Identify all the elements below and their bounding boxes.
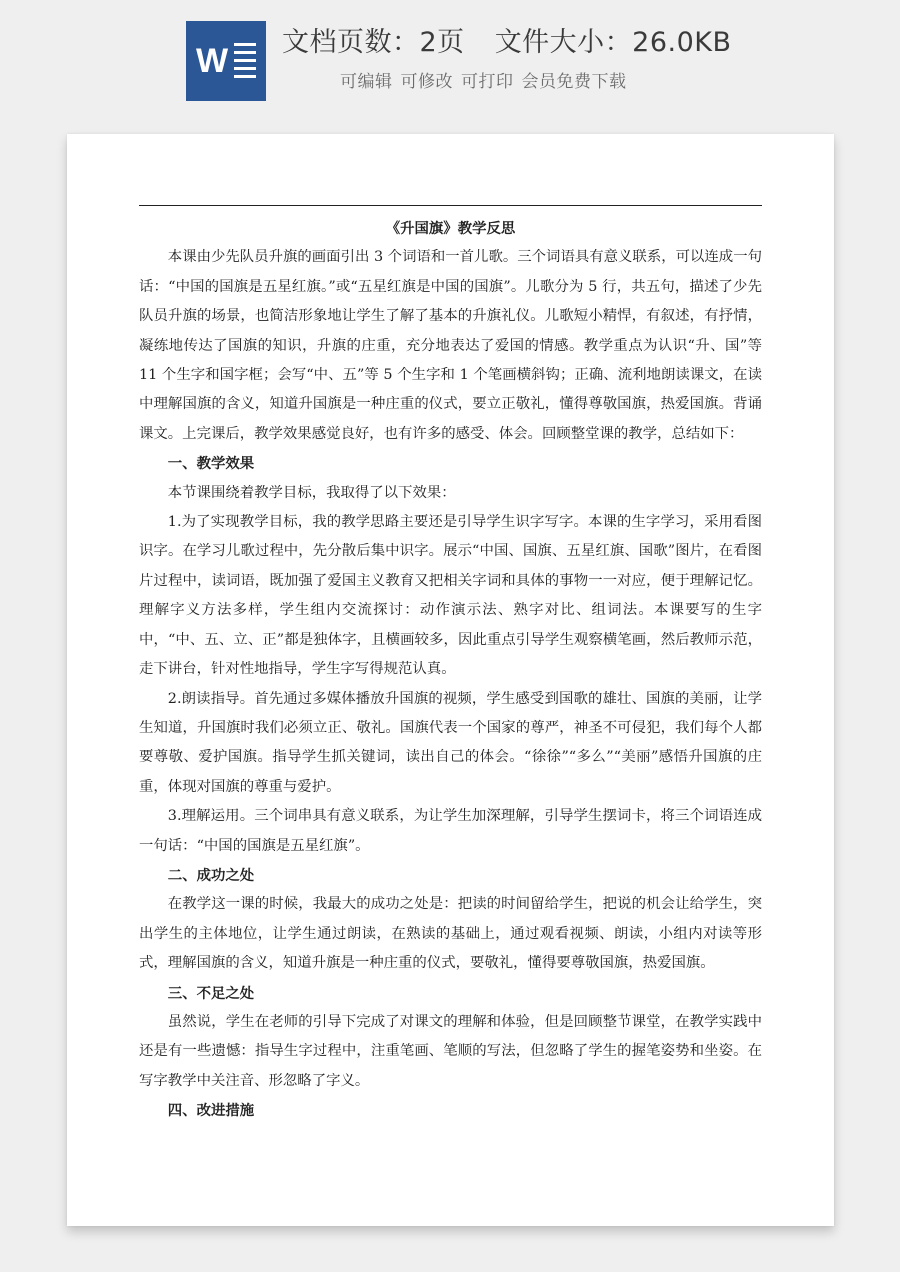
paragraph-success: 在教学这一课的时候，我最大的成功之处是：把读的时间留给学生，把说的机会让给学生，突出学生的主体地位，让学生通过朗读，在熟读的基础上，通过观看视频、朗读，小组内对读等形式，理解国旗的含义，知道升旗是一种庄重的仪式，要敬礼，懂得要尊敬国旗，热爱国旗。: [139, 896, 762, 972]
document-page: [67, 134, 834, 1226]
feature-list: [340, 67, 635, 92]
file-size: 文件大小：26.0KB: [494, 27, 732, 58]
feature-modifiable: 可修改: [400, 72, 453, 92]
section-heading-shortcomings: 三、不足之处: [167, 984, 255, 1002]
section-heading-improvements: 四、改进措施: [167, 1102, 255, 1120]
paragraph-effects-lead: 本节课围绕着教学目标，我取得了以下效果：: [167, 484, 456, 501]
page-count: 文档页数：2页: [282, 27, 465, 58]
feature-member-download: 会员免费下载: [521, 72, 627, 92]
word-icon-letter: W: [196, 42, 229, 80]
paragraph-shortcomings: 虽然说，学生在老师的引导下完成了对课文的理解和体验，但是回顾整节课堂，在教学实践中还是有一些遗憾：指导生字过程中，注重笔画、笔顺的写法，但忽略了学生的握笔姿势和坐姿。在写字教学中关注音、形忽略了字义。: [139, 1013, 762, 1089]
paragraph-intro: 本课由少先队员升旗的画面引出 3 个词语和一首儿歌。三个词语具有意义联系，可以连成一句话：“中国的国旗是五星红旗。”或“五星红旗是中国的国旗”。儿歌分为 5 行，共五句，描述了少先队员升旗的场景，也简洁形象地让学生了解了基本的升旗礼仪。儿歌短小精悍，有叙述，有抒情，凝练地传达了国旗的知识，升旗的庄重，充分地表达了爱国的情感。教学重点为认识“升、国”等 11 个生字和国字框；会写“中、五”等 5 个生字和 1 个笔画横斜钩；正确、流利地朗读课文，在读中理解国旗的含义，知道升国旗是一种庄重的仪式，要立正敬礼，懂得尊敬国旗，热爱国旗。背诵课文。上完课后，教学效果感觉良好，也有许多的感受、体会。回顾整堂课的教学，总结如下：: [139, 249, 762, 442]
section-heading-effects: 一、教学效果: [167, 455, 255, 473]
document-body: [139, 214, 762, 1126]
file-info: [282, 20, 732, 59]
section-heading-success: 二、成功之处: [167, 866, 255, 884]
paragraph-effects-1: 1.为了实现教学目标，我的教学思路主要还是引导学生识字写字。本课的生字学习，采用看图识字。在学习儿歌过程中，先分散后集中识字。展示“中国、国旗、五星红旗、国歌”图片，在看图片过程中，读词语，既加强了爱国主义教育又把相关字词和具体的事物一一对应，便于理解记忆。理解字义方法多样，学生组内交流探讨：动作演示法、熟字对比、组词法。本课要写的生字中，“中、五、立、正”都是独体字，且横画较多，因此重点引导学生观察横笔画，然后教师示范，走下讲台，针对性地指导，学生字写得规范认真。: [139, 514, 762, 678]
feature-printable: 可打印: [461, 72, 514, 92]
paragraph-effects-3: 3.理解运用。三个词串具有意义联系，为让学生加深理解，引导学生摆词卡，将三个词语连成一句话：“中国的国旗是五星红旗”。: [139, 808, 762, 854]
paragraph-effects-2: 2.朗读指导。首先通过多媒体播放升国旗的视频，学生感受到国歌的雄壮、国旗的美丽，让学生知道，升国旗时我们必须立正、敬礼。国旗代表一个国家的尊严，神圣不可侵犯，我们每个人都要尊敬、爱护国旗。指导学生抓关键词，读出自己的体会。“徐徐”“多么”“美丽”感悟升国旗的庄重，体现对国旗的尊重与爱护。: [139, 690, 762, 795]
download-header: [0, 0, 900, 120]
document-title: 《升国旗》教学反思: [385, 220, 516, 237]
word-document-icon: [186, 21, 266, 101]
feature-editable: 可编辑: [340, 72, 393, 92]
word-icon-lines: [234, 43, 256, 83]
header-rule: [139, 205, 762, 206]
